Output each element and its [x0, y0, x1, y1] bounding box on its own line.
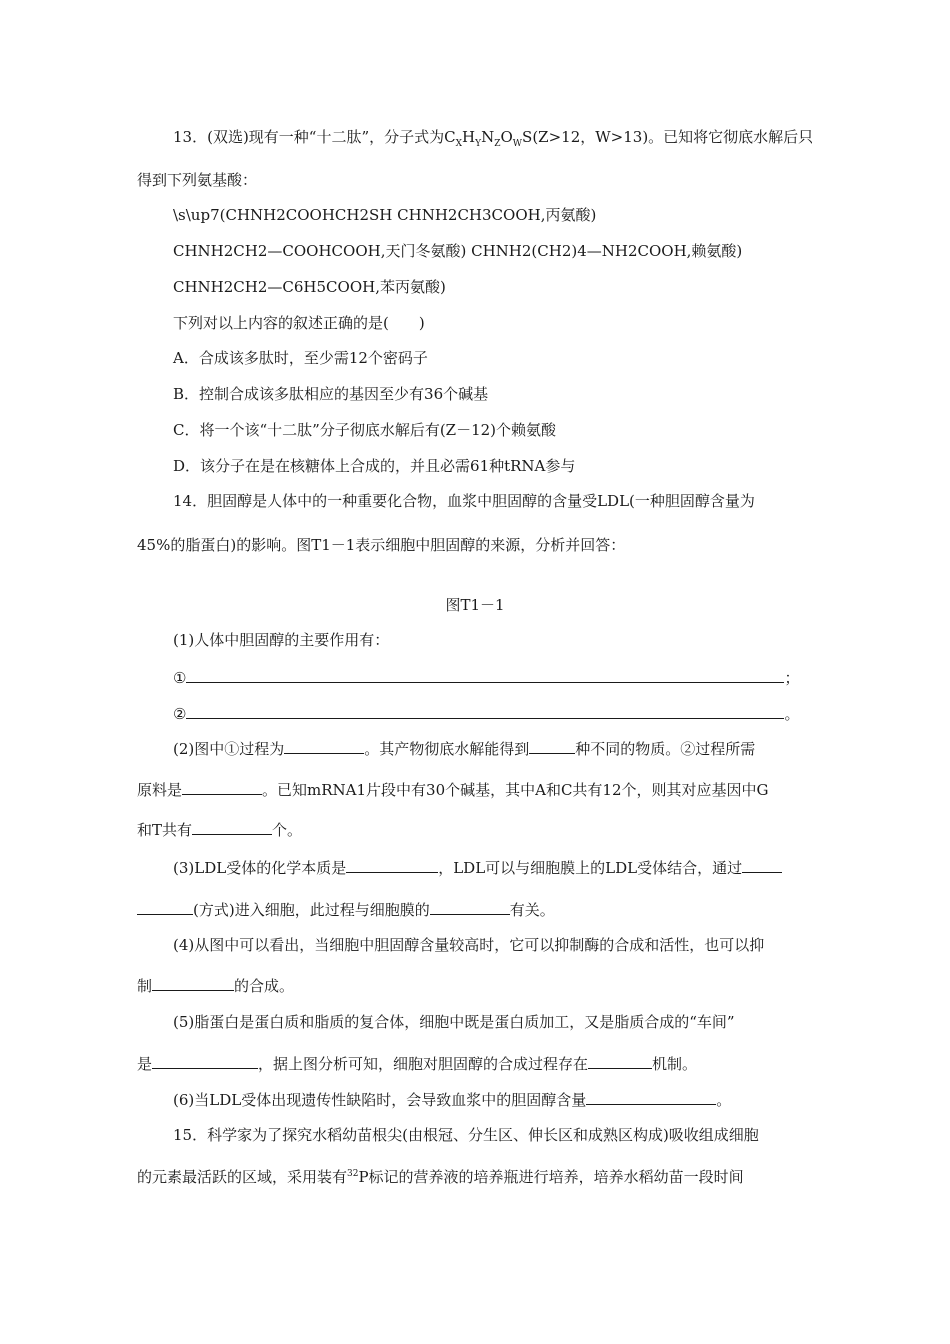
- q14-part6: (6)当LDL受体出现遗传性缺陷时，会导致血浆中的胆固醇含量 。: [173, 1091, 732, 1109]
- q14-part2-line3: 和T共有 个。: [137, 821, 303, 839]
- q13-option-a: A．合成该多肽时，至少需12个密码子: [173, 349, 428, 367]
- q13-stem-line1: 13．(双选)现有一种“十二肽”，分子式为$C_XH_YN_ZO_WS(Z>12$，W>13)。已知将它彻底水解后只: [173, 128, 814, 149]
- q14-stem-line2: 45%的脂蛋白)的影响。图T1－1表示细胞中胆固醇的来源，分析并回答：: [137, 536, 626, 554]
- q14-part1-title: (1)人体中胆固醇的主要作用有：: [173, 631, 390, 649]
- q13-question: 下列对以上内容的叙述正确的是( ): [173, 314, 425, 332]
- q14-part5-line1: (5)脂蛋白是蛋白质和脂质的复合体，细胞中既是蛋白质加工，又是脂质合成的“车间”: [173, 1013, 735, 1031]
- q14-part2-line2: 原料是 。已知mRNA1片段中有30个碱基，其中A和C共有12个，则其对应基因中G: [137, 781, 769, 799]
- q13-option-c: C．将一个该“十二肽”分子彻底水解后有(Z－12)个赖氨酸: [173, 421, 557, 439]
- q14-part2-line1: (2)图中①过程为 。其产物彻底水解能得到 种不同的物质。②过程所需: [173, 740, 756, 758]
- q14-stem-line1: 14．胆固醇是人体中的一种重要化合物，血浆中胆固醇的含量受LDL(一种胆固醇含量为: [173, 492, 755, 510]
- answer-blank[interactable]: [152, 1053, 258, 1069]
- figure-caption: 图T1－1: [445, 596, 505, 614]
- q15-line2: 的元素最活跃的区域，采用装有$^{32}$P标记的营养液的培养瓶进行培养，培养水稻幼苗一段时间: [137, 1168, 744, 1186]
- q15-line1: 15．科学家为了探究水稻幼苗根尖(由根冠、分生区、伸长区和成熟区构成)吸收组成细胞: [173, 1126, 759, 1144]
- answer-blank[interactable]: [430, 899, 510, 915]
- q13-option-d: D．该分子在是在核糖体上合成的，并且必需61种tRNA参与: [173, 457, 576, 475]
- q14-part5-line2: 是 ，据上图分析可知，细胞对胆固醇的合成过程存在 机制。: [137, 1055, 698, 1073]
- answer-blank[interactable]: [192, 819, 272, 835]
- answer-blank[interactable]: [186, 703, 784, 719]
- answer-blank[interactable]: [742, 857, 782, 873]
- answer-blank[interactable]: [182, 779, 262, 795]
- q13-stem-line2: 得到下列氨基酸：: [137, 171, 258, 189]
- answer-blank[interactable]: [284, 738, 364, 754]
- answer-blank[interactable]: [186, 667, 784, 683]
- q13-amino-acid-line2: CHNH2CH2—COOHCOOH,天门冬氨酸) CHNH2(CH2)4—NH2COOH,赖氨酸): [173, 242, 743, 260]
- answer-blank[interactable]: [137, 899, 193, 915]
- answer-blank[interactable]: [529, 738, 575, 754]
- q14-part1-answer2: ② 。: [173, 705, 800, 723]
- answer-blank[interactable]: [346, 857, 438, 873]
- q13-amino-acid-line1: \s\up7(CHNH2COOHCH2SH CHNH2CH3COOH,丙氨酸): [173, 206, 597, 224]
- q14-part1-answer1: ① ；: [173, 669, 800, 687]
- q14-part3-line1: (3)LDL受体的化学本质是 ，LDL可以与细胞膜上的LDL受体结合，通过: [173, 857, 782, 878]
- q13-amino-acid-line3: CHNH2CH2—C6H5COOH,苯丙氨酸): [173, 278, 446, 296]
- answer-blank[interactable]: [588, 1053, 652, 1069]
- q14-part3-line2: (方式)进入细胞，此过程与细胞膜的 有关。: [137, 899, 555, 920]
- answer-blank[interactable]: [586, 1089, 716, 1105]
- q14-part4-line2: 制 的合成。: [137, 977, 295, 995]
- answer-blank[interactable]: [152, 975, 234, 991]
- q13-option-b: B．控制合成该多肽相应的基因至少有36个碱基: [173, 385, 489, 403]
- q14-part4-line1: (4)从图中可以看出，当细胞中胆固醇含量较高时，它可以抑制酶的合成和活性，也可以抑: [173, 936, 765, 954]
